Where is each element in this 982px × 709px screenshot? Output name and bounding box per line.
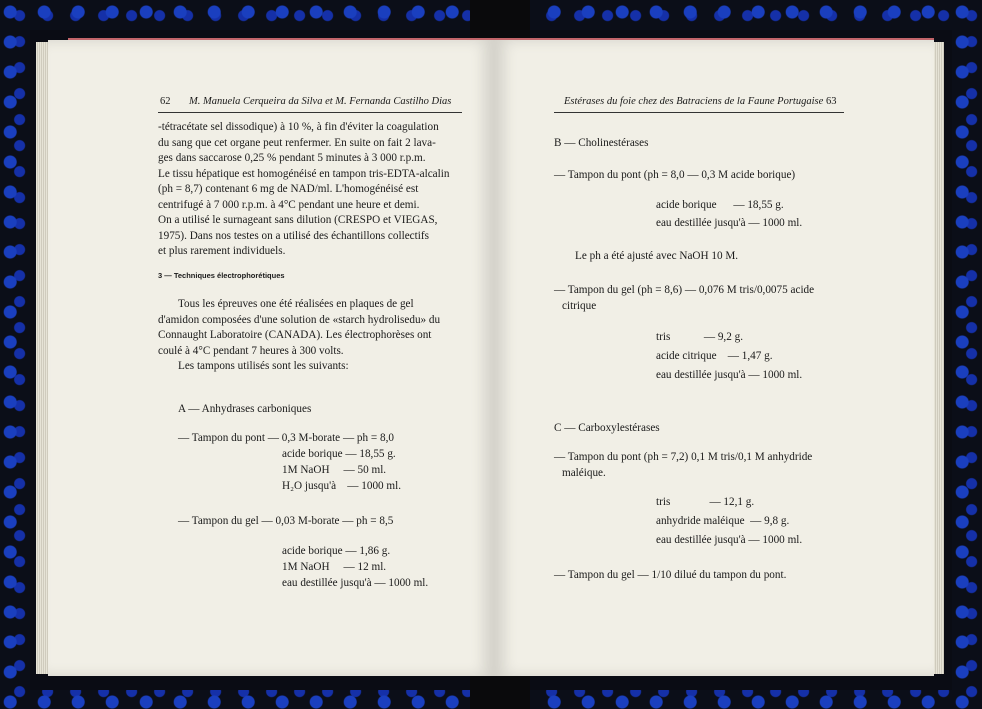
text-line: du sang que cet organe peut renfermer. En suite on fait 2 lava-: [158, 136, 436, 149]
text-line: -tétracétate sel dissodique) à 10 %, à fin d'éviter la coagulation: [158, 121, 439, 133]
text-line: Le tissu hépatique est homogénéisé en tampon tris-EDTA-alcalin: [158, 167, 450, 180]
gel-a-line: — Tampon du gel — 0,03 M-borate — ph = 8,5: [178, 515, 394, 527]
gel-b-item: acide citrique — 1,47 g.: [656, 350, 773, 362]
gel-c-line: — Tampon du gel — 1/10 dilué du tampon du pont.: [554, 569, 787, 581]
text-line: et plus rarement individuels.: [158, 245, 286, 257]
text-line: Les tampons utilisés sont les suivants:: [178, 360, 349, 372]
paragraph-1: [158, 120, 449, 260]
right-page-number: 63: [826, 96, 837, 107]
gel-b-line-cont: citrique: [562, 300, 597, 312]
text-line: coulé à 4°C pendant 7 heures à 300 volts.: [158, 344, 344, 357]
pont-b-item: acide borique — 18,55 g.: [656, 199, 784, 211]
pont-b-line: — Tampon du pont (ph = 8,0 — 0,3 M acide borique): [554, 169, 796, 181]
gel-a-item: 1M NaOH — 12 ml.: [282, 561, 387, 573]
pont-c-item: eau destillée jusqu'à — 1000 ml.: [656, 534, 803, 546]
right-running-head: Estérases du foie chez des Batraciens de la Faune Portugaise: [564, 96, 824, 107]
text-line: (ph = 8,7) contenant 6 mg de NAD/ml. L'homogénéisé est: [158, 183, 419, 195]
subsection-b-title: B — Cholinestérases: [554, 137, 649, 149]
header-rule: [554, 112, 844, 113]
subsection-a-title: A — Anhydrases carboniques: [178, 403, 312, 415]
gel-b-item: eau destillée jusqu'à — 1000 ml.: [656, 369, 803, 381]
text-line: centrifugé à 7 000 r.p.m. à 4°C pendant une heure et demi.: [158, 198, 420, 211]
gel-a-item: eau destillée jusqu'à — 1000 ml.: [282, 577, 429, 589]
pont-b-item: eau destillée jusqu'à — 1000 ml.: [656, 217, 803, 229]
pont-c-line-cont: maléique.: [562, 467, 606, 479]
pont-c-item: tris — 12,1 g.: [656, 496, 755, 508]
text-line: Tous les épreuves one été réalisées en plaques de gel: [178, 298, 414, 310]
right-page: [494, 40, 934, 676]
ph-note: Le ph a été ajusté avec NaOH 10 M.: [575, 250, 739, 262]
gel-b-line: — Tampon du gel (ph = 8,6) — 0,076 M tris/0,0075 acide: [554, 284, 815, 296]
text-line: Connaught Laboratoire (CANADA). Les électrophorèses ont: [158, 329, 432, 341]
left-page: [48, 40, 494, 676]
left-page-number: 62: [160, 96, 171, 107]
paragraph-2: [158, 297, 440, 375]
text-line: d'amidon composées d'une solution de «starch hydrolisedu» du: [158, 313, 441, 326]
pont-c-item: anhydride maléique — 9,8 g.: [656, 515, 790, 527]
pont-a-line: — Tampon du pont — 0,3 M-borate — ph = 8,0: [178, 432, 394, 444]
text-line: 1975). Dans nos testes on a utilisé des échantillons collectifs: [158, 229, 429, 242]
left-running-head: M. Manuela Cerqueira da Silva et M. Fernanda Castilho Dias: [189, 96, 452, 107]
subsection-c-title: C — Carboxylestérases: [554, 422, 660, 434]
gel-a-item: acide borique — 1,86 g.: [282, 545, 391, 557]
gel-b-item: tris — 9,2 g.: [656, 331, 744, 343]
header-rule: [158, 112, 462, 113]
text-line: On a utilisé le surnageant sans dilution (CRESPO et VIEGAS,: [158, 214, 438, 226]
pont-a-item: 1M NaOH — 50 ml.: [282, 464, 387, 476]
pont-c-line: — Tampon du pont (ph = 7,2) 0,1 M tris/0,1 M anhydride: [554, 451, 813, 463]
pont-a-item: H₂O jusqu'à — 1000 ml.: [282, 480, 402, 492]
section-3-title: 3 — Techniques électrophorétiques: [158, 271, 285, 280]
pont-a-item: acide borique — 18,55 g.: [282, 448, 396, 460]
text-line: ges dans saccarose 0,25 % pendant 5 minutes à 3 000 r.p.m.: [158, 152, 426, 164]
